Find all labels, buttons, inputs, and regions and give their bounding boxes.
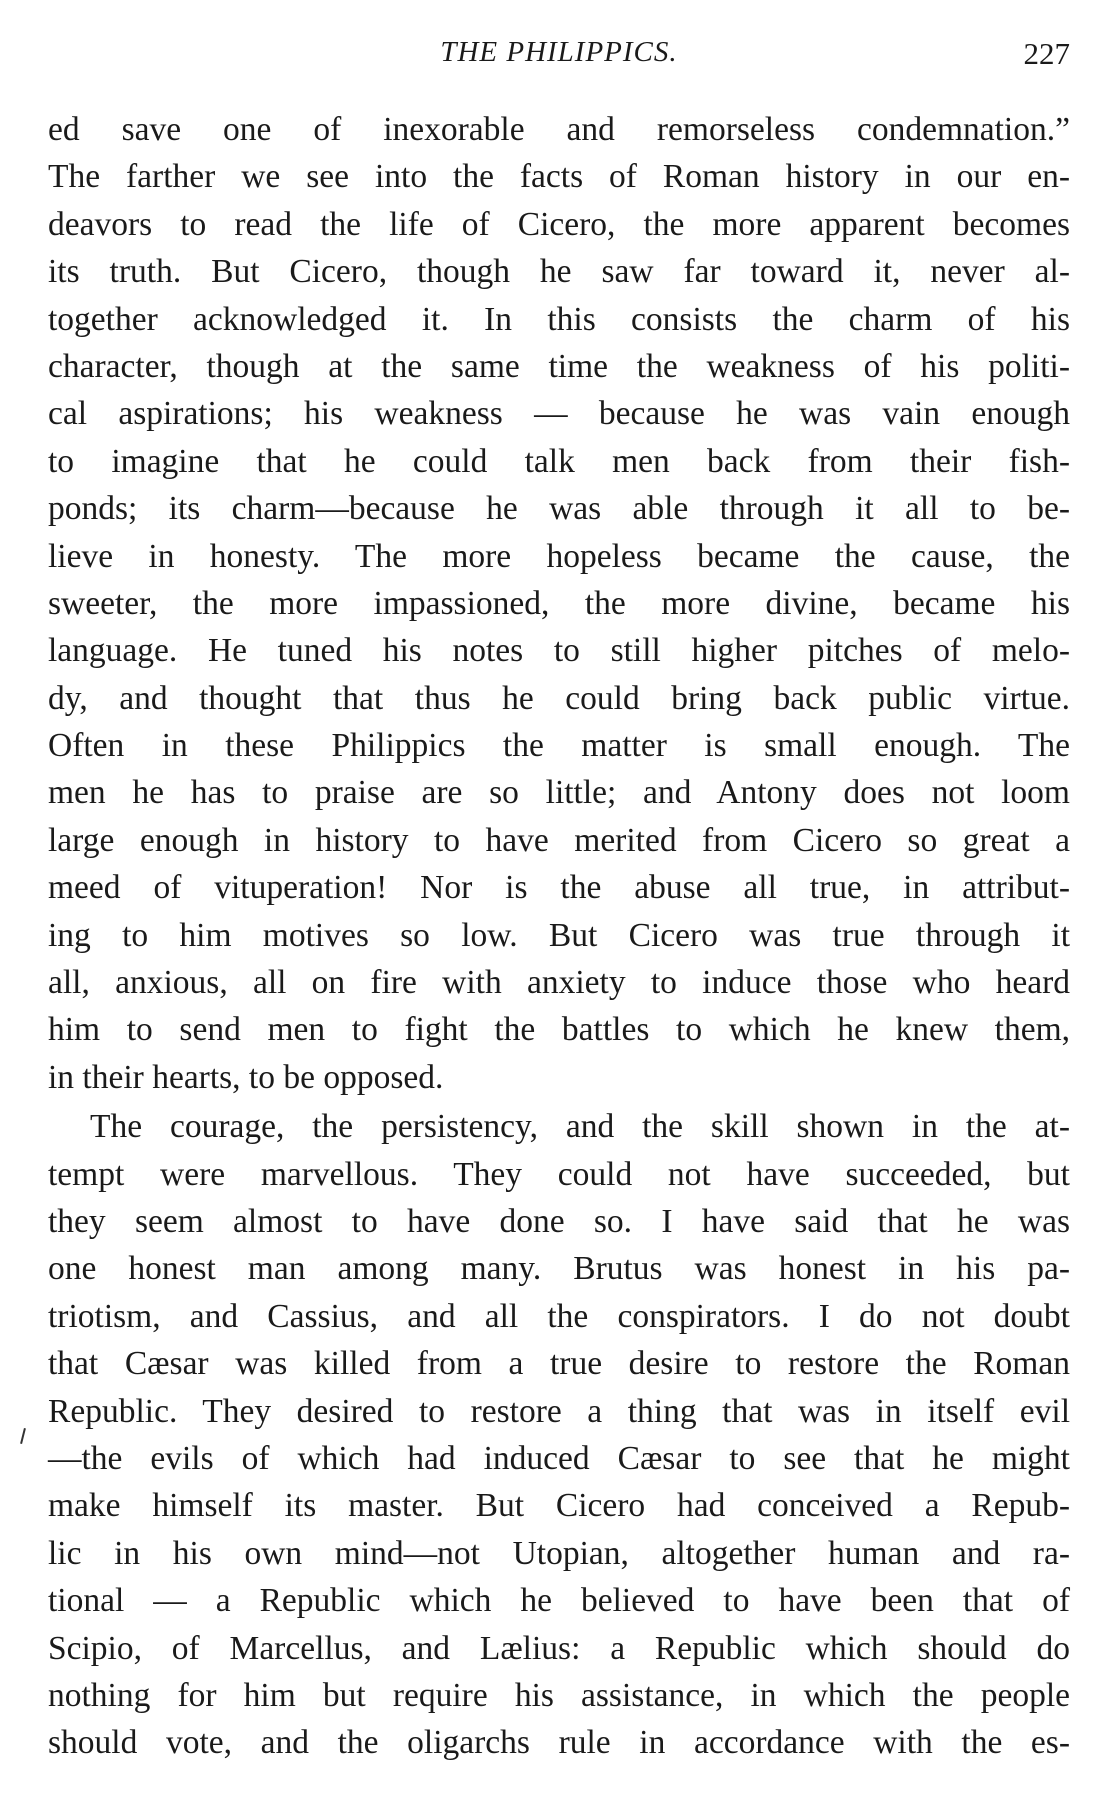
running-head — [48, 36, 1070, 76]
text-line: lic in his own mind—not Utopian, altogether human and ra- — [48, 1534, 1070, 1572]
text-line: they seem almost to have done so. I have said that he was — [48, 1202, 1070, 1240]
text-line: men he has to praise are so little; and Antony does not loom — [48, 774, 1070, 812]
text-line: ponds; its charm—because he was able through it all to be- — [48, 490, 1070, 528]
text-line: cal aspirations; his weakness — because he was vain enough — [48, 395, 1070, 433]
text-line: Often in these Philippics the matter is small enough. The — [48, 727, 1070, 765]
margin-pencil-mark — [20, 1428, 26, 1444]
text-line: Republic. They desired to restore a thing that was in itself evil — [48, 1392, 1070, 1430]
text-line: its truth. But Cicero, though he saw far toward it, never al- — [48, 253, 1070, 291]
text-line: deavors to read the life of Cicero, the more apparent becomes — [48, 205, 1070, 243]
body-text — [48, 106, 1070, 1767]
text-line: large enough in history to have merited from Cicero so great a — [48, 821, 1070, 859]
text-line: tempt were marvellous. They could not have succeeded, but — [48, 1155, 1070, 1193]
text-line: triotism, and Cassius, and all the conspirators. I do not doubt — [48, 1297, 1070, 1335]
text-line: sweeter, the more impassioned, the more divine, became his — [48, 584, 1070, 622]
text-line: ing to him motives so low. But Cicero was true through it — [48, 916, 1070, 954]
text-line: should vote, and the oligarchs rule in accordance with the es- — [48, 1724, 1070, 1762]
text-line: character, though at the same time the weakness of his politi- — [48, 347, 1070, 385]
text-line: meed of vituperation! Nor is the abuse all true, in attribut- — [48, 869, 1070, 907]
page-number: 227 — [1023, 36, 1070, 71]
text-line: language. He tuned his notes to still higher pitches of melo- — [48, 632, 1070, 670]
text-line: lieve in honesty. The more hopeless became the cause, the — [48, 537, 1070, 575]
text-line: in their hearts, to be opposed. — [48, 1058, 444, 1096]
paragraph-1 — [48, 106, 1070, 1101]
text-line: him to send men to fight the battles to which he knew them, — [48, 1011, 1070, 1049]
text-line: tional — a Republic which he believed to have been that of — [48, 1582, 1070, 1620]
text-line: The courage, the persistency, and the skill shown in the at- — [90, 1108, 1070, 1146]
text-line: The farther we see into the facts of Roman history in our en- — [48, 158, 1070, 196]
text-line: Scipio, of Marcellus, and Lælius: a Republic which should do — [48, 1629, 1070, 1667]
text-line: make himself its master. But Cicero had conceived a Repub- — [48, 1487, 1070, 1525]
text-line: all, anxious, all on fire with anxiety to induce those who heard — [48, 964, 1070, 1002]
text-line: dy, and thought that thus he could bring back public virtue. — [48, 679, 1070, 717]
text-line: that Cæsar was killed from a true desire to restore the Roman — [48, 1345, 1070, 1383]
text-line: together acknowledged it. In this consists the charm of his — [48, 300, 1070, 338]
text-line: to imagine that he could talk men back from their fish- — [48, 442, 1070, 480]
text-line: nothing for him but require his assistance, in which the people — [48, 1676, 1070, 1714]
paragraph-2 — [48, 1103, 1070, 1766]
running-title: THE PHILIPPICS. — [440, 36, 678, 68]
text-line: one honest man among many. Brutus was honest in his pa- — [48, 1250, 1070, 1288]
text-line: ed save one of inexorable and remorseless condemnation.” — [48, 111, 1070, 148]
text-line: —the evils of which had induced Cæsar to see that he might — [48, 1439, 1070, 1477]
